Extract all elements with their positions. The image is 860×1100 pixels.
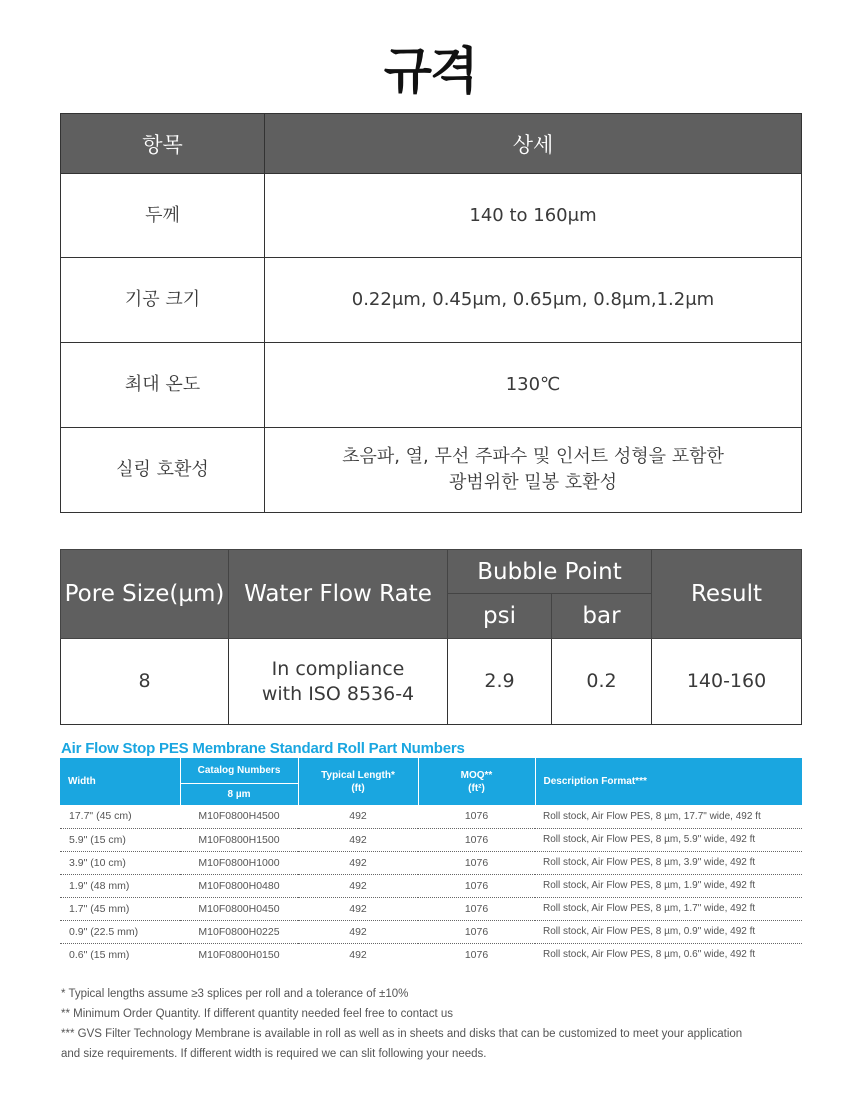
table-row [60, 897, 802, 920]
cell-length: 492 [298, 920, 418, 943]
spec-row-sealing [61, 428, 802, 513]
spec-item: 기공 크기 [61, 258, 265, 343]
spec-header-item: 항목 [61, 114, 265, 174]
cell-length: 492 [298, 874, 418, 897]
cell-moq: 1076 [418, 805, 535, 828]
header-bar: bar [552, 594, 652, 639]
cell-pore-size: 8 [61, 639, 229, 725]
spec-row-pore-size [61, 258, 802, 343]
table-row [60, 851, 802, 874]
table-row [60, 828, 802, 851]
cell-catalog: M10F0800H1000 [180, 851, 298, 874]
footnote: ** Minimum Order Quantity. If different quantity needed feel free to contact us [61, 1008, 454, 1020]
header-bubble-point: Bubble Point [448, 550, 652, 594]
cell-description: Roll stock, Air Flow PES, 8 µm, 5.9" wide, 492 ft [535, 828, 802, 851]
cell-width: 17.7" (45 cm) [60, 805, 180, 828]
water-flow-line: In compliance [271, 657, 405, 680]
spec-item: 실링 호환성 [61, 428, 265, 513]
header-pore-size: Pore Size(μm) [61, 550, 229, 639]
cell-length: 492 [298, 851, 418, 874]
spec-row-max-temperature [61, 343, 802, 428]
header-water-flow-rate: Water Flow Rate [229, 550, 448, 639]
header-moq-label: MOQ** [460, 769, 493, 781]
cell-catalog: M10F0800H0480 [180, 874, 298, 897]
spec-detail: 130℃ [265, 343, 802, 428]
spec-item: 두께 [61, 174, 265, 258]
header-catalog-8um: 8 µm [180, 783, 298, 805]
footnote: * Typical lengths assume ≥3 splices per roll and a tolerance of ±10% [61, 988, 409, 1000]
cell-width: 3.9" (10 cm) [60, 851, 180, 874]
cell-width: 1.7" (45 mm) [60, 897, 180, 920]
footnotes [61, 984, 801, 1064]
header-result: Result [652, 550, 802, 639]
header-typical-length-label: Typical Length* [321, 769, 395, 781]
cell-moq: 1076 [418, 874, 535, 897]
footnote: and size requirements. If different width is required we can slit following your needs. [61, 1048, 487, 1060]
header-moq [418, 758, 535, 805]
cell-description: Roll stock, Air Flow PES, 8 µm, 3.9" wide, 492 ft [535, 851, 802, 874]
cell-width: 0.9" (22.5 mm) [60, 920, 180, 943]
spec-item: 최대 온도 [61, 343, 265, 428]
cell-width: 0.6" (15 mm) [69, 948, 130, 961]
spec-table [60, 113, 802, 513]
spec-detail-line: 초음파, 열, 무선 주파수 및 인서트 성형을 포함한 [342, 446, 724, 467]
cell-moq: 1076 [418, 851, 535, 874]
cell-bar: 0.2 [552, 639, 652, 725]
spec-detail: 140 to 160μm [265, 174, 802, 258]
table-row [60, 920, 802, 943]
cell-length: 492 [298, 805, 418, 828]
cell-length: 492 [298, 897, 418, 920]
cell-catalog: M10F0800H0225 [180, 920, 298, 943]
footnote: *** GVS Filter Technology Membrane is available in roll as well as in sheets and disks that can be customized to meet your application [61, 1028, 743, 1040]
header-description-format: Description Format*** [535, 758, 802, 805]
header-typical-length [298, 758, 418, 805]
cell-width: 5.9" (15 cm) [60, 828, 180, 851]
header-psi: psi [448, 594, 552, 639]
spec-detail [265, 428, 802, 513]
cell-description: Roll stock, Air Flow PES, 8 µm, 0.9" wide, 492 ft [535, 920, 802, 943]
water-flow-line: with ISO 8536-4 [261, 682, 415, 705]
spec-header-detail: 상세 [265, 114, 802, 174]
flow-table [60, 549, 802, 725]
cell-catalog: M10F0800H0150 [198, 948, 280, 961]
header-width: Width [60, 758, 180, 805]
table-row [60, 874, 802, 897]
cell-catalog: M10F0800H4500 [180, 805, 298, 828]
cell-catalog: M10F0800H0450 [180, 897, 298, 920]
cell-width: 1.9" (48 mm) [60, 874, 180, 897]
cell-description: Roll stock, Air Flow PES, 8 µm, 1.7" wide, 492 ft [535, 897, 802, 920]
cell-description: Roll stock, Air Flow PES, 8 µm, 0.6" wide, 492 ft [543, 949, 756, 961]
cell-moq: 1076 [418, 897, 535, 920]
flow-row [61, 639, 802, 725]
cell-moq: 1076 [464, 948, 489, 961]
header-catalog-numbers: Catalog Numbers [180, 758, 298, 783]
cell-psi: 2.9 [448, 639, 552, 725]
table-row [60, 805, 802, 828]
cell-moq: 1076 [418, 920, 535, 943]
page-title: 규격 [383, 42, 477, 100]
table-row [60, 943, 802, 966]
spec-row-thickness [61, 174, 802, 258]
cell-length: 492 [349, 948, 367, 961]
cell-catalog: M10F0800H1500 [180, 828, 298, 851]
header-moq-unit: (ft²) [468, 782, 485, 794]
cell-water-flow [229, 639, 448, 725]
cell-description: Roll stock, Air Flow PES, 8 µm, 1.9" wide, 492 ft [535, 874, 802, 897]
roll-section-title: Air Flow Stop PES Membrane Standard Roll Part Numbers [61, 740, 465, 757]
cell-moq: 1076 [418, 828, 535, 851]
cell-result: 140-160 [652, 639, 802, 725]
spec-detail-line: 광범위한 밀봉 호환성 [449, 472, 617, 493]
cell-description: Roll stock, Air Flow PES, 8 µm, 17.7" wide, 492 ft [535, 805, 802, 828]
spec-detail: 0.22μm, 0.45μm, 0.65μm, 0.8μm,1.2μm [265, 258, 802, 343]
cell-length: 492 [298, 828, 418, 851]
roll-part-table [60, 758, 802, 966]
header-typical-length-unit: (ft) [351, 782, 365, 794]
